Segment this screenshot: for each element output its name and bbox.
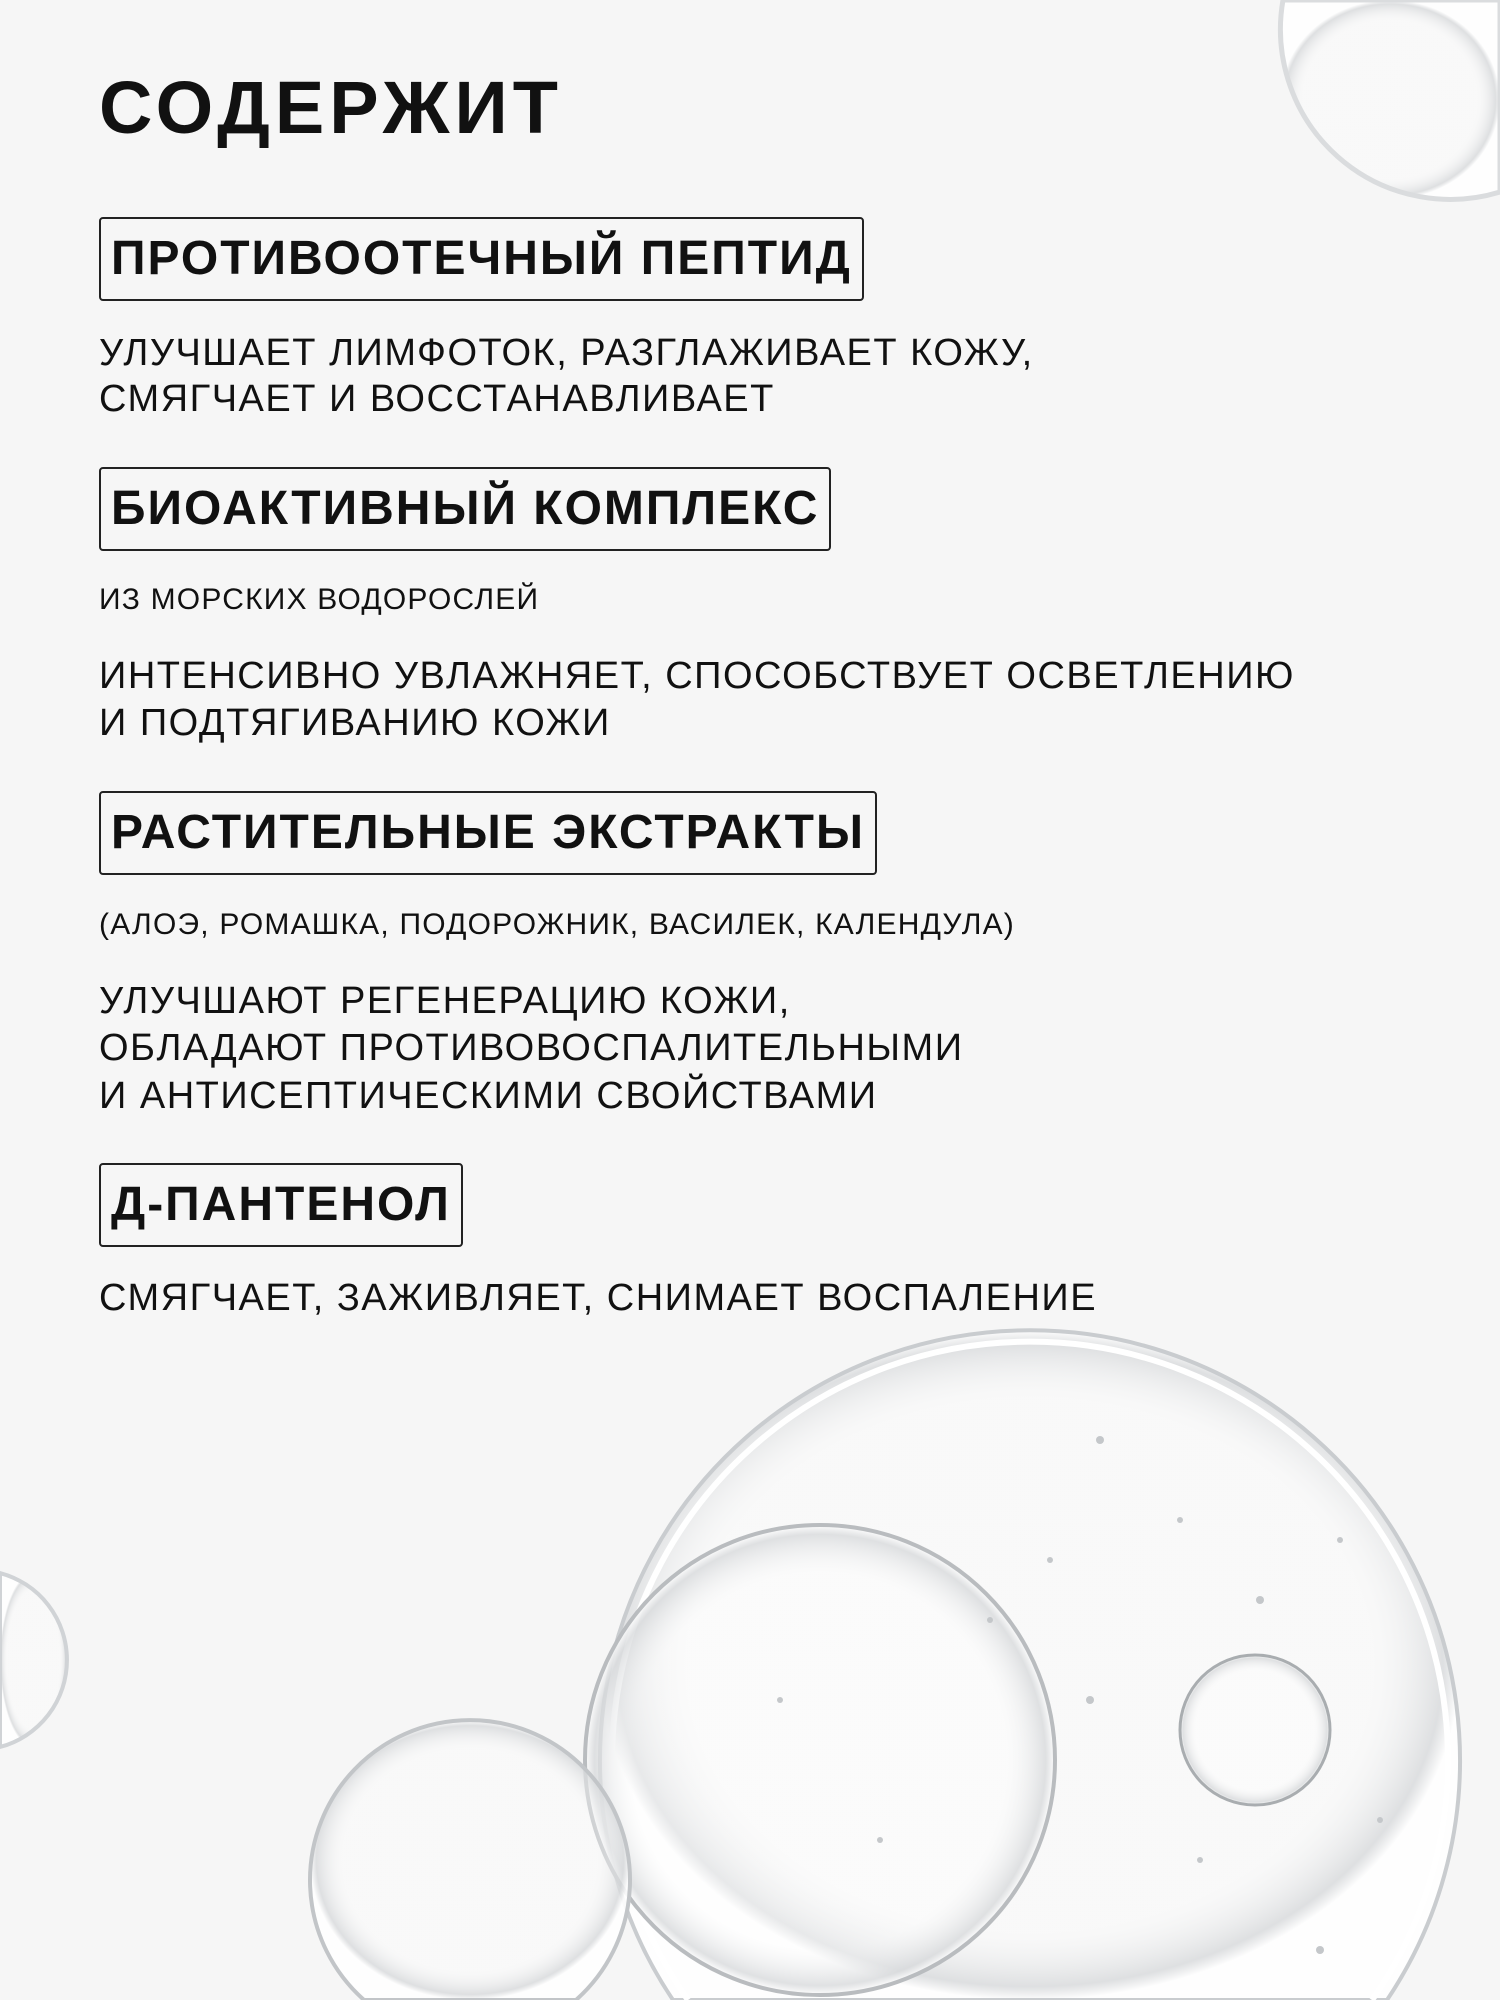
- ingredient-description: УЛУЧШАЕТ ЛИМФОТОК, РАЗГЛАЖИВАЕТ КОЖУ,: [99, 332, 1034, 374]
- ingredient-heading-bioactive-complex: БИОАКТИВНЫЙ КОМПЛЕКС: [99, 467, 831, 551]
- ingredient-heading-d-panthenol: Д-ПАНТЕНОЛ: [99, 1163, 463, 1247]
- ingredient-heading-plant-extracts: РАСТИТЕЛЬНЫЕ ЭКСТРАКТЫ: [99, 791, 877, 875]
- ingredient-description: ИНТЕНСИВНО УВЛАЖНЯЕТ, СПОСОБСТВУЕТ ОСВЕТЛЕНИЮ: [99, 655, 1295, 697]
- ingredient-description: СМЯГЧАЕТ, ЗАЖИВЛЯЕТ, СНИМАЕТ ВОСПАЛЕНИЕ: [99, 1277, 1098, 1319]
- bubble: [310, 1720, 630, 2000]
- ingredient-description: СМЯГЧАЕТ И ВОССТАНАВЛИВАЕТ: [99, 378, 775, 420]
- ingredient-description: И АНТИСЕПТИЧЕСКИМИ СВОЙСТВАМИ: [99, 1075, 878, 1117]
- ingredient-description: ОБЛАДАЮТ ПРОТИВОВОСПАЛИТЕЛЬНЫМИ: [99, 1027, 964, 1069]
- ingredient-description: УЛУЧШАЮТ РЕГЕНЕРАЦИЮ КОЖИ,: [99, 980, 791, 1022]
- page-title: СОДЕРЖИТ: [99, 66, 563, 149]
- bubble: [1180, 1655, 1330, 1805]
- bubble: [585, 1525, 1055, 1995]
- ingredient-description: И ПОДТЯГИВАНИЮ КОЖИ: [99, 702, 611, 744]
- ingredient-note: (АЛОЭ, РОМАШКА, ПОДОРОЖНИК, ВАСИЛЕК, КАЛЕНДУЛА): [99, 908, 1015, 941]
- ingredient-heading-peptide: ПРОТИВООТЕЧНЫЙ ПЕПТИД: [99, 217, 864, 301]
- bubble: [0, 1573, 67, 1747]
- bubble: [1280, 0, 1500, 199]
- ingredient-note: ИЗ МОРСКИХ ВОДОРОСЛЕЙ: [99, 583, 540, 616]
